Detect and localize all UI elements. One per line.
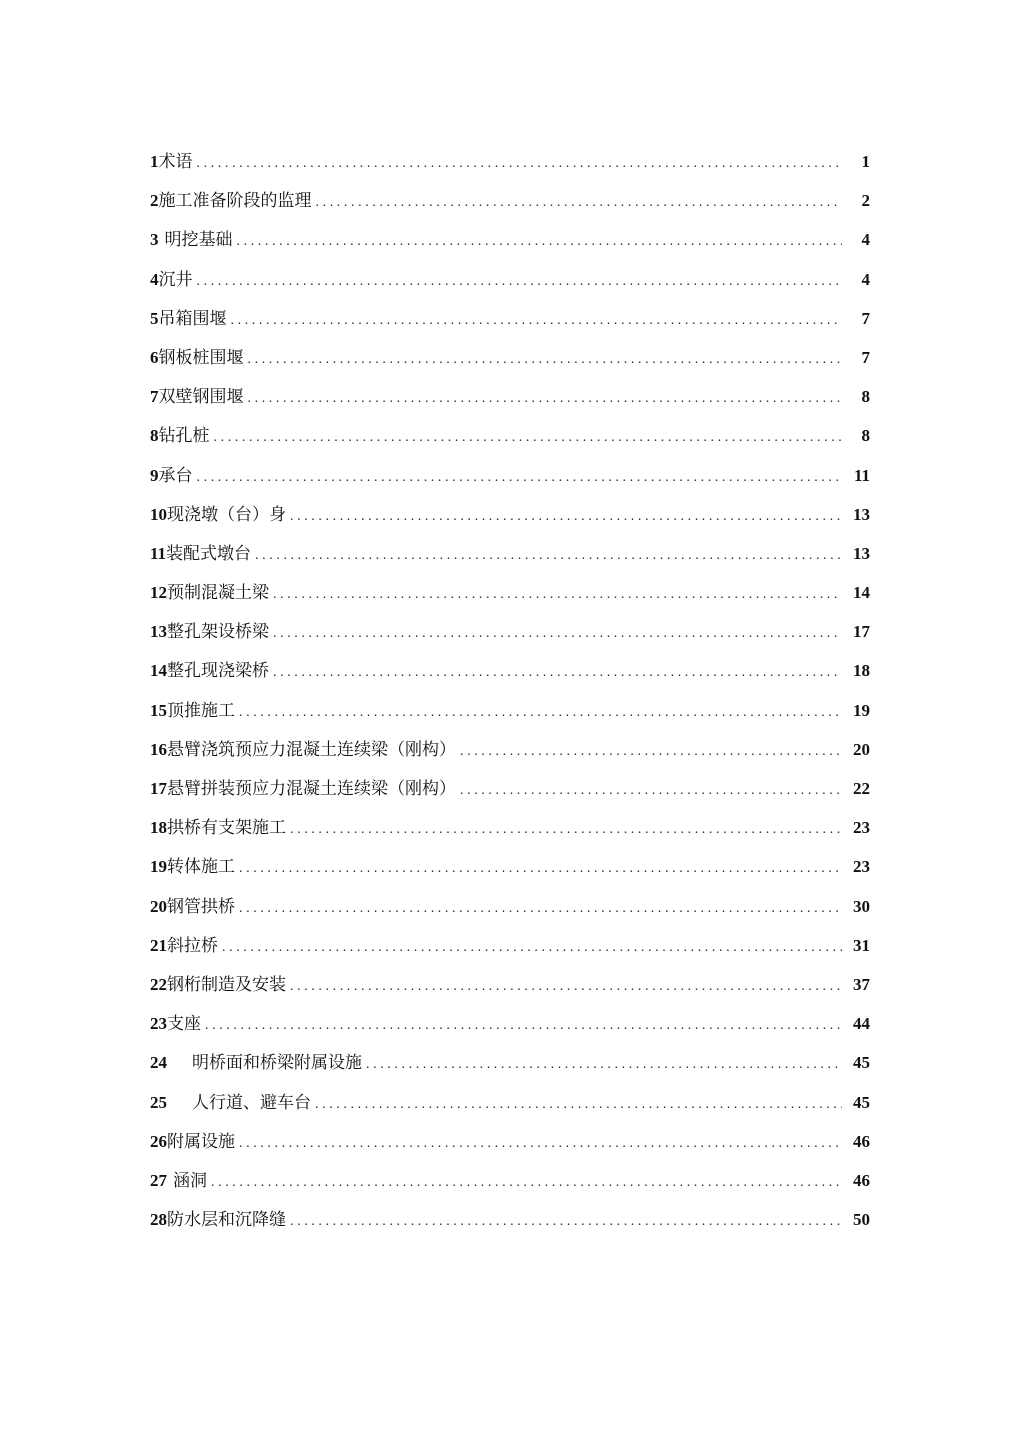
toc-entry-title: 钢管拱桥 <box>167 896 235 916</box>
toc-entry-page: 14 <box>853 583 870 603</box>
dot-leader <box>273 614 842 653</box>
dot-leader <box>197 144 843 183</box>
toc-entry-page: 8 <box>861 426 870 446</box>
toc-entry-title: 钢桁制造及安装 <box>167 974 286 994</box>
toc-entry-title: 施工准备阶段的监理 <box>158 191 312 211</box>
toc-entry-page: 46 <box>853 1170 870 1190</box>
toc-entry-title: 支座 <box>167 1014 201 1034</box>
dot-leader <box>239 849 842 888</box>
toc-entry-page: 4 <box>861 230 870 250</box>
dot-leader <box>222 928 842 967</box>
toc-entry-number: 4 <box>150 269 159 289</box>
toc-entry-11[interactable] <box>150 534 870 573</box>
toc-entry-number: 7 <box>150 387 159 407</box>
dot-leader <box>315 1085 842 1124</box>
toc-entry-number: 27 <box>150 1170 167 1190</box>
dot-leader <box>290 1202 842 1241</box>
toc-entry-number: 1 <box>150 152 159 171</box>
toc-entry-number: 15 <box>150 700 167 720</box>
dot-leader <box>211 1163 842 1202</box>
dot-leader <box>239 693 842 732</box>
toc-entry-page: 45 <box>853 1092 870 1112</box>
toc-entry-title: 明挖基础 <box>164 230 233 250</box>
toc-entry-number: 18 <box>150 818 167 838</box>
dot-leader <box>290 810 842 849</box>
toc-entry-title: 转体施工 <box>167 857 235 877</box>
toc-entry-page: 18 <box>853 661 870 681</box>
dot-leader <box>248 379 843 418</box>
toc-entry-18[interactable] <box>150 808 870 847</box>
toc-entry-page: 20 <box>853 739 870 759</box>
toc-entry-title: 人行道、避车台 <box>192 1092 311 1112</box>
toc-entry-28[interactable] <box>150 1200 870 1239</box>
dot-leader <box>248 340 843 379</box>
table-of-contents <box>150 142 870 1239</box>
toc-entry-number: 5 <box>150 308 159 328</box>
toc-entry-number: 11 <box>150 543 167 563</box>
toc-entry-5[interactable] <box>150 299 870 338</box>
dot-leader <box>273 653 842 692</box>
toc-entry-number: 2 <box>150 191 159 211</box>
toc-entry-number: 6 <box>150 347 159 367</box>
dot-leader <box>214 418 843 457</box>
toc-entry-title: 承台 <box>158 465 193 485</box>
toc-entry-number: 14 <box>150 661 167 681</box>
dot-leader <box>290 967 842 1006</box>
toc-entry-page: 7 <box>861 308 870 328</box>
toc-entry-page: 30 <box>853 896 870 916</box>
toc-entry-page: 11 <box>853 465 870 485</box>
toc-entry-25[interactable] <box>150 1083 870 1122</box>
toc-entry-number: 8 <box>150 426 159 446</box>
toc-entry-title: 整孔现浇梁桥 <box>167 661 269 681</box>
toc-entry-2[interactable] <box>150 181 870 220</box>
toc-entry-number: 12 <box>150 583 167 603</box>
toc-entry-27[interactable] <box>150 1161 870 1200</box>
toc-entry-number: 20 <box>150 896 167 916</box>
dot-leader <box>205 1006 842 1045</box>
toc-entry-number: 22 <box>150 974 167 994</box>
toc-entry-number: 16 <box>150 739 167 759</box>
toc-entry-24[interactable] <box>150 1043 870 1082</box>
toc-entry-3[interactable] <box>150 220 870 259</box>
toc-entry-page: 17 <box>853 622 870 642</box>
toc-entry-title: 悬臂浇筑预应力混凝土连续梁（刚构） <box>167 739 456 759</box>
toc-entry-number: 17 <box>150 779 167 798</box>
toc-entry-number: 13 <box>150 622 167 642</box>
toc-entry-title: 沉井 <box>158 269 193 289</box>
toc-entry-page: 50 <box>853 1210 870 1230</box>
toc-entry-title: 双壁钢围堰 <box>158 387 244 407</box>
toc-entry-9[interactable] <box>150 456 870 495</box>
dot-leader <box>273 575 842 614</box>
toc-entry-title: 整孔架设桥梁 <box>167 622 269 642</box>
dot-leader <box>197 262 843 301</box>
toc-entry-title: 明桥面和桥梁附属设施 <box>192 1053 362 1073</box>
toc-entry-10[interactable] <box>150 495 870 534</box>
toc-entry-page: 31 <box>853 935 870 955</box>
toc-entry-6[interactable] <box>150 338 870 377</box>
toc-entry-title: 吊箱围堰 <box>158 308 227 328</box>
toc-entry-page: 22 <box>853 779 870 798</box>
toc-entry-title: 术语 <box>158 152 193 171</box>
toc-entry-title: 钻孔桩 <box>158 426 210 446</box>
toc-entry-page: 45 <box>853 1053 870 1073</box>
toc-entry-title: 涵洞 <box>173 1170 207 1190</box>
toc-entry-12[interactable] <box>150 573 870 612</box>
toc-entry-title: 预制混凝土梁 <box>167 583 269 603</box>
toc-entry-23[interactable] <box>150 1004 870 1043</box>
toc-entry-13[interactable] <box>150 612 870 651</box>
toc-entry-title: 钢板桩围堰 <box>158 347 244 367</box>
toc-entry-number: 21 <box>150 935 167 955</box>
toc-entry-21[interactable] <box>150 926 870 965</box>
toc-entry-page: 13 <box>853 543 870 563</box>
toc-entry-22[interactable] <box>150 965 870 1004</box>
toc-entry-page: 46 <box>853 1131 870 1151</box>
toc-entry-17[interactable] <box>150 769 870 808</box>
dot-leader <box>460 771 842 810</box>
toc-entry-title: 现浇墩（台）身 <box>167 504 286 524</box>
toc-entry-number: 3 <box>150 230 159 250</box>
dot-leader <box>231 301 843 340</box>
toc-entry-26[interactable] <box>150 1122 870 1161</box>
toc-entry-4[interactable] <box>150 260 870 299</box>
toc-entry-page: 2 <box>861 191 870 211</box>
toc-entry-page: 44 <box>853 1014 870 1034</box>
toc-entry-number: 24 <box>150 1053 167 1073</box>
toc-entry-title: 斜拉桥 <box>167 935 218 955</box>
toc-entry-number: 26 <box>150 1131 167 1151</box>
toc-entry-page: 4 <box>861 269 870 289</box>
toc-entry-page: 13 <box>853 504 870 524</box>
toc-entry-title: 悬臂拼装预应力混凝土连续梁（刚构） <box>167 779 456 798</box>
toc-entry-page: 7 <box>861 347 870 367</box>
toc-entry-title: 防水层和沉降缝 <box>167 1210 286 1230</box>
toc-entry-15[interactable] <box>150 691 870 730</box>
toc-entry-number: 25 <box>150 1092 167 1112</box>
toc-entry-14[interactable] <box>150 651 870 690</box>
toc-entry-7[interactable] <box>150 377 870 416</box>
toc-entry-number: 23 <box>150 1014 167 1034</box>
toc-entry-page: 1 <box>861 152 870 171</box>
toc-entry-number: 9 <box>150 465 159 485</box>
toc-entry-20[interactable] <box>150 887 870 926</box>
toc-entry-title: 装配式墩台 <box>166 543 252 563</box>
toc-entry-1[interactable] <box>150 142 870 181</box>
dot-leader <box>366 1045 842 1084</box>
dot-leader <box>316 183 843 222</box>
dot-leader <box>237 222 843 261</box>
toc-entry-number: 28 <box>150 1210 167 1230</box>
toc-entry-number: 10 <box>150 504 167 524</box>
toc-entry-title: 拱桥有支架施工 <box>167 818 286 838</box>
toc-entry-page: 37 <box>853 974 870 994</box>
dot-leader <box>197 458 843 497</box>
toc-entry-number: 19 <box>150 857 167 877</box>
toc-entry-page: 8 <box>861 387 870 407</box>
toc-entry-16[interactable] <box>150 730 870 769</box>
dot-leader <box>239 889 842 928</box>
toc-entry-title: 附属设施 <box>167 1131 235 1151</box>
dot-leader <box>255 536 842 575</box>
toc-entry-title: 顶推施工 <box>167 700 235 720</box>
dot-leader <box>460 732 842 771</box>
dot-leader <box>239 1124 842 1163</box>
toc-entry-19[interactable] <box>150 847 870 886</box>
toc-entry-8[interactable] <box>150 416 870 455</box>
toc-entry-page: 23 <box>853 818 870 838</box>
dot-leader <box>290 497 842 536</box>
toc-entry-page: 23 <box>853 857 870 877</box>
toc-entry-page: 19 <box>853 700 870 720</box>
